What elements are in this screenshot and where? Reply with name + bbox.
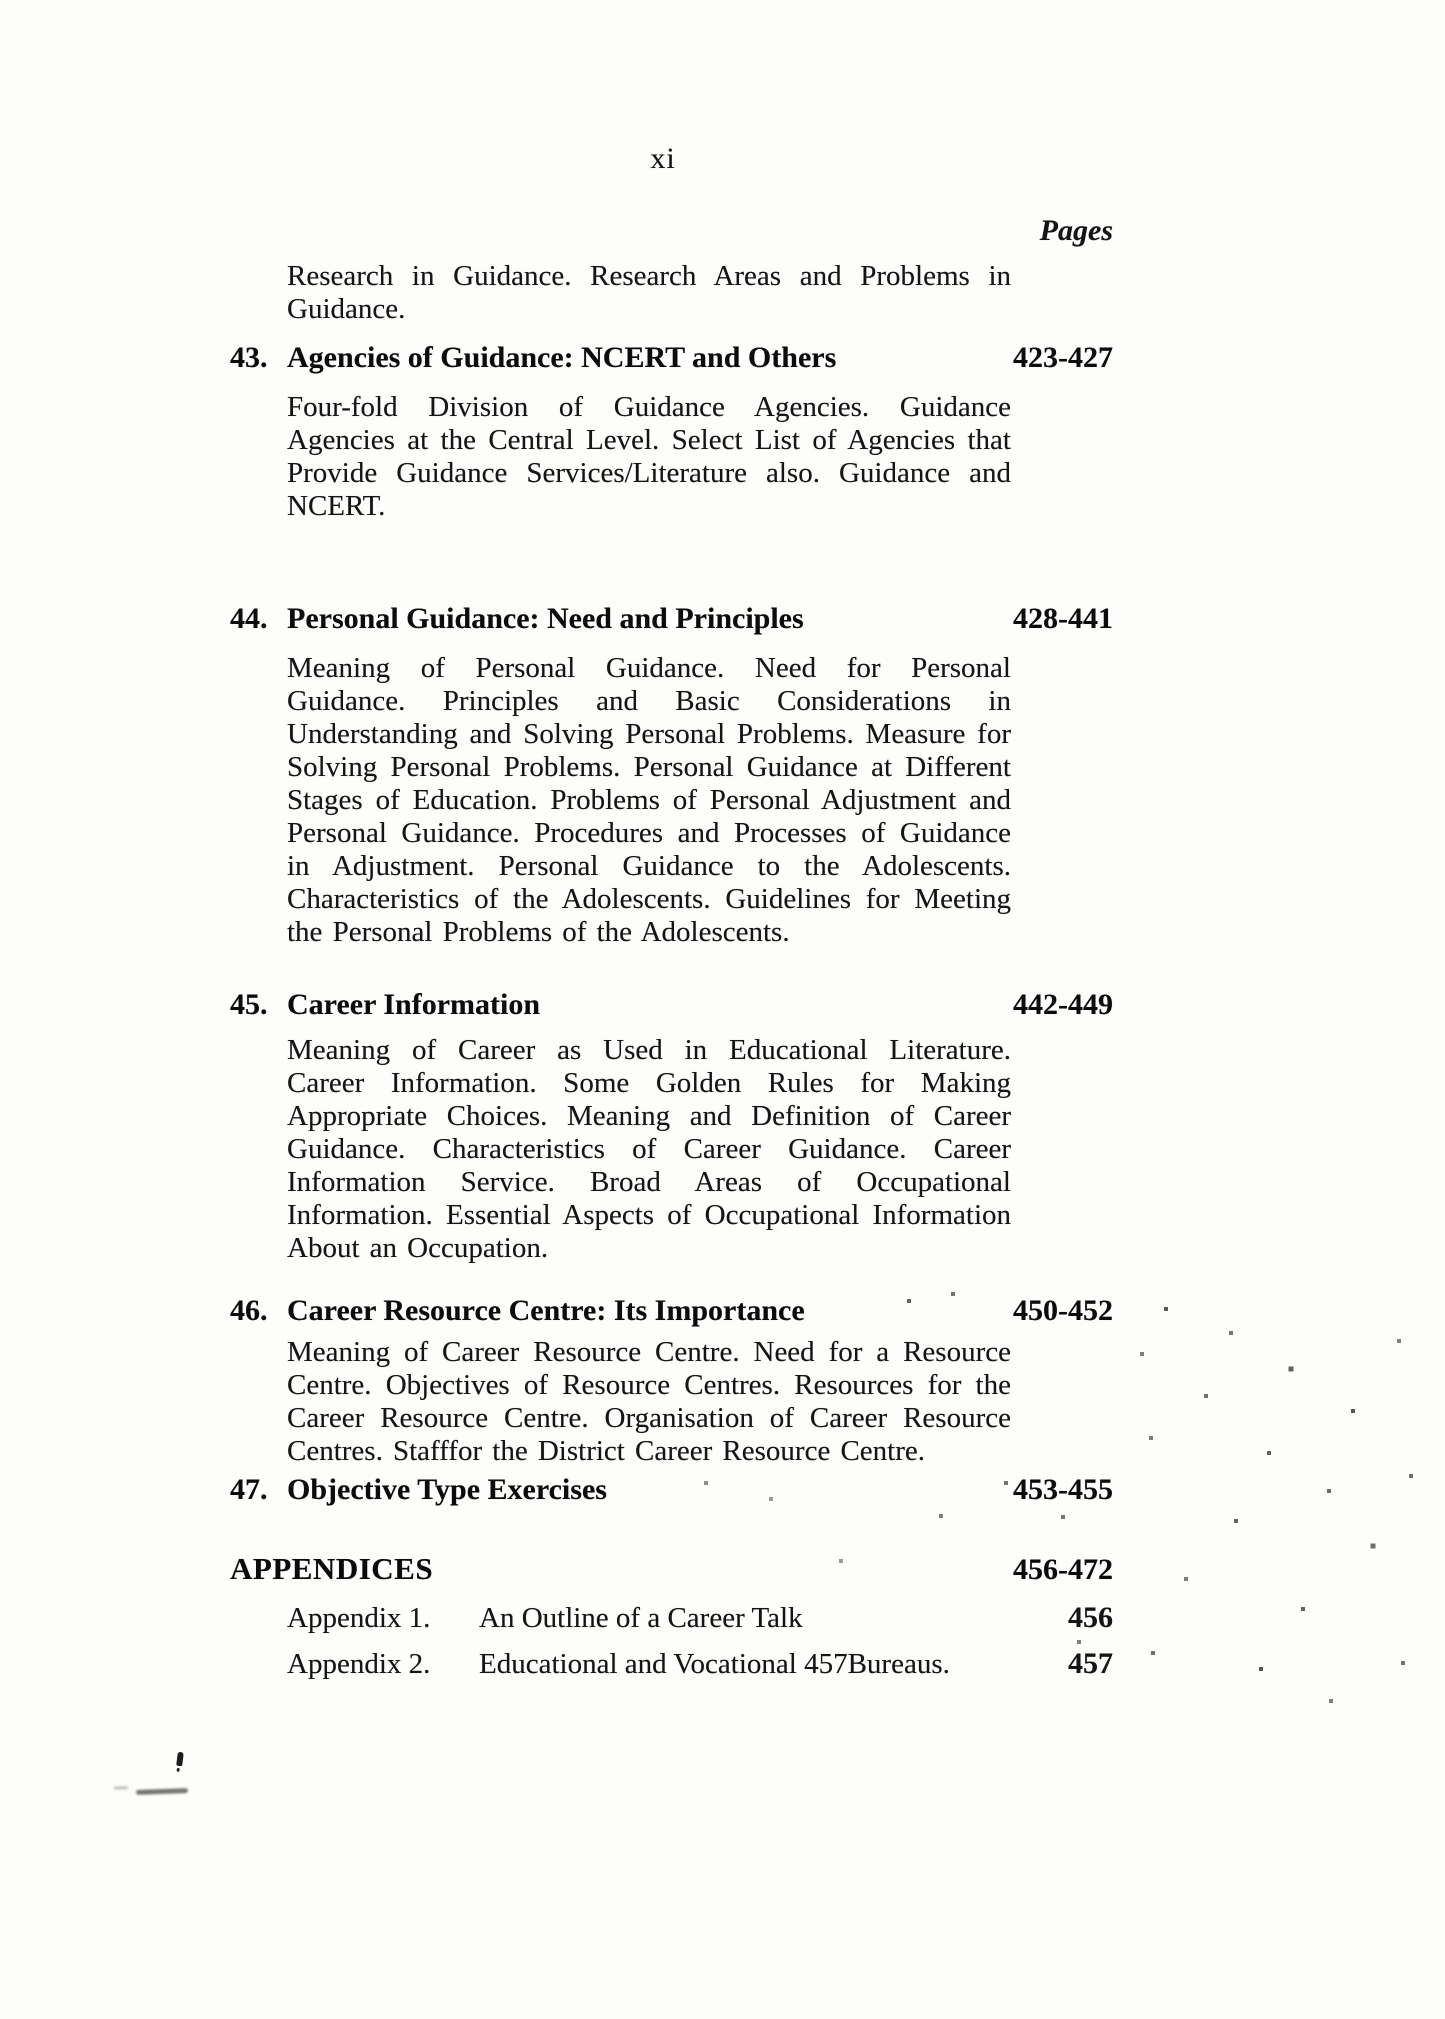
chapter-45-row bbox=[230, 988, 1113, 1022]
chapter-47-page-range: 453-455 bbox=[1013, 1473, 1113, 1506]
appendices-heading: APPENDICES bbox=[230, 1551, 434, 1586]
chapter-43-description: Four-fold Division of Guidance Agencies. Guidance Agencies at the Central Level. Select List of Agencies that Provide Guidance Services/Literature also. Guidance and NCERT. bbox=[287, 391, 1011, 522]
chapter-44-title: Personal Guidance: Need and Principles bbox=[287, 602, 804, 635]
scan-smudge-mark bbox=[136, 1788, 188, 1795]
chapter-45-title: Career Information bbox=[287, 988, 541, 1021]
chapter-45-number: 45. bbox=[230, 988, 268, 1021]
scan-speckle-noise bbox=[0, 0, 2, 2]
appendix-2-page: 457 bbox=[1068, 1647, 1113, 1680]
appendix-1-page: 456 bbox=[1068, 1601, 1113, 1634]
chapter-45-page-range: 442-449 bbox=[1013, 988, 1113, 1021]
chapter-44-description: Meaning of Personal Guidance. Need for Personal Guidance. Principles and Basic Considerations in Understanding and Solving Personal Problems. Measure for Solving Personal Problems. Personal Guidance at Different Stages of Education. Problems of Personal Adjustment and Personal Guidance. Procedures and Processes of Guidance in Adjustment. Personal Guidance to the Adolescents. Characteristics of the Adolescents. Guidelines for Meeting the Personal Problems of the Adolescents. bbox=[287, 652, 1011, 948]
appendix-1-title: An Outline of a Career Talk bbox=[479, 1602, 803, 1634]
appendix-1-label: Appendix 1. bbox=[287, 1602, 431, 1634]
appendix-2-label: Appendix 2. bbox=[287, 1648, 431, 1680]
chapter-46-row bbox=[230, 1294, 1113, 1328]
chapter-46-title: Career Resource Centre: Its Importance bbox=[287, 1294, 805, 1327]
appendix-2-title: Educational and Vocational 457Bureaus. bbox=[479, 1648, 950, 1680]
chapter-43-title: Agencies of Guidance: NCERT and Others bbox=[287, 341, 837, 374]
chapter-43-row bbox=[230, 341, 1113, 375]
chapter-45-description: Meaning of Career as Used in Educational Literature. Career Information. Some Golden Rules for Making Appropriate Choices. Meaning and Definition of Career Guidance. Characteristics of Career Guidance. Career Information Service. Broad Areas of Occupational Information. Essential Aspects of Occupational Information About an Occupation. bbox=[287, 1034, 1011, 1264]
appendix-1-row bbox=[287, 1601, 1113, 1635]
chapter-43-page-range: 423-427 bbox=[1013, 341, 1113, 374]
chapter-47-title: Objective Type Exercises bbox=[287, 1473, 607, 1506]
appendix-2-row bbox=[287, 1647, 1113, 1681]
chapter-47-number: 47. bbox=[230, 1473, 268, 1506]
appendices-heading-row bbox=[230, 1551, 1113, 1587]
chapter-43-number: 43. bbox=[230, 341, 268, 374]
chapter-46-page-range: 450-452 bbox=[1013, 1294, 1113, 1327]
chapter-46-number: 46. bbox=[230, 1294, 268, 1327]
chapter-47-row bbox=[230, 1473, 1113, 1507]
chapter-44-page-range: 428-441 bbox=[1013, 602, 1113, 635]
scan-stray-mark bbox=[176, 1752, 184, 1767]
appendices-page-range: 456-472 bbox=[1013, 1553, 1113, 1586]
pages-column-header: Pages bbox=[1039, 214, 1113, 247]
page-folio: xi bbox=[650, 142, 676, 175]
chapter-46-description: Meaning of Career Resource Centre. Need for a Resource Centre. Objectives of Resource Centres. Resources for the Career Resource Centre. Organisation of Career Resource Centres. Stafffor the District Career Resource Centre. bbox=[287, 1336, 1011, 1467]
chapter-44-number: 44. bbox=[230, 602, 268, 635]
previous-chapter-continuation-text: Research in Guidance. Research Areas and Problems in Guidance. bbox=[287, 260, 1011, 325]
chapter-44-row bbox=[230, 602, 1113, 636]
